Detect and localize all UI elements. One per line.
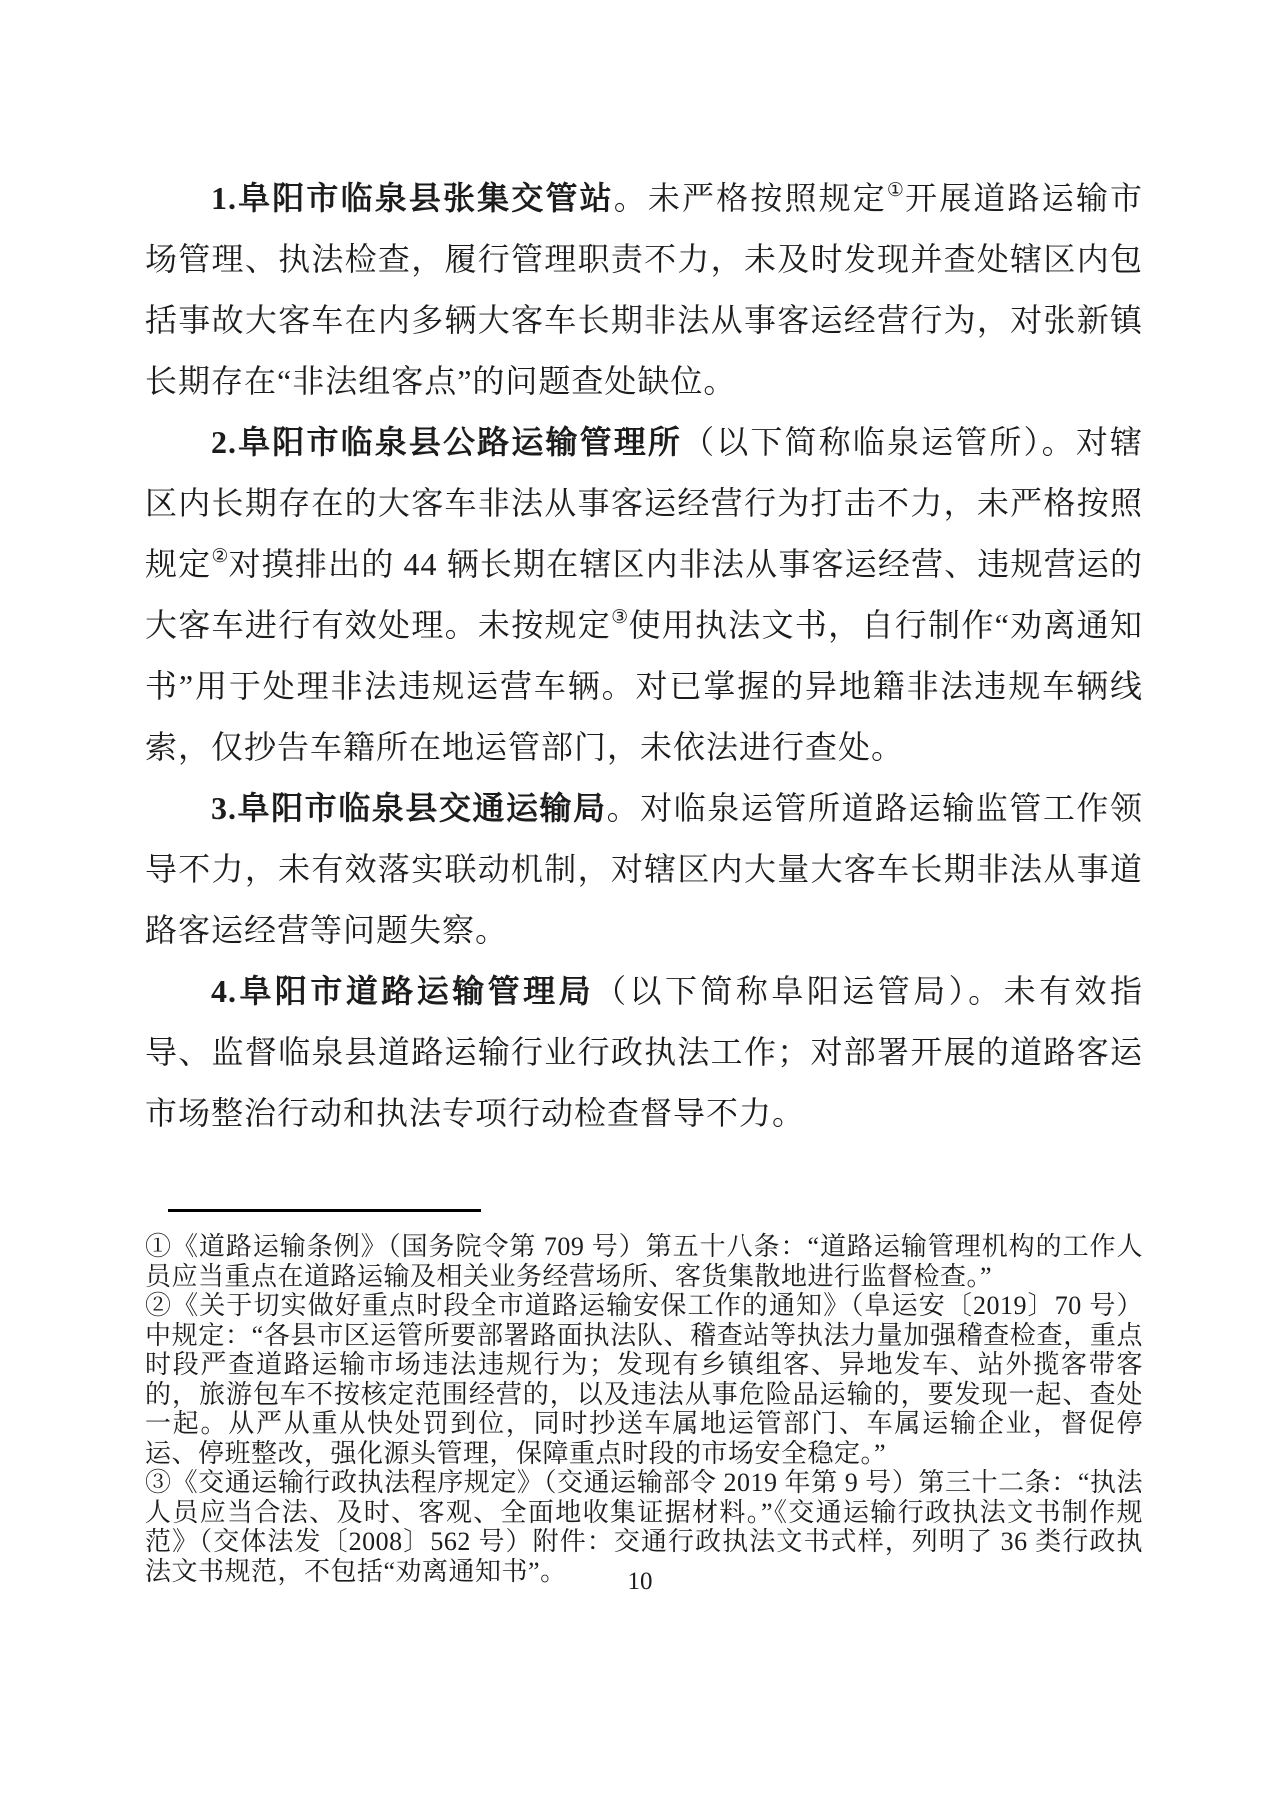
footnote-3: ③《交通运输行政执法程序规定》（交通运输部令 2019 年第 9 号）第三十二条：“执法人员应当合法、及时、客观、全面地收集证据材料。”《交通运输行政执法文书制作规范》（交体法发〔2008〕562 号）附件：交通行政执法文书式样，列明了 36 类行政执法文书规范，不包括“劝离通知书”。 xyxy=(145,1468,1143,1586)
paragraph-2-text-c: 使用执法文书，自行制作“劝离通知书”用于处理非法违规运营车辆。对已掌握的异地籍非法违规车辆线索，仅抄告车籍所在地运管部门，未依法进行查处。 xyxy=(145,607,1143,765)
org-name-heading-1: 1.阜阳市临泉县张集交管站 xyxy=(211,180,614,216)
footnote-ref-3: ③ xyxy=(611,607,629,628)
paragraph-2-text-a: （以下简称临泉运管所）。对辖区内长期存在的大客车非法从事客运经营行为打击不力，未严格按照规定 xyxy=(145,424,1143,582)
page-number: 10 xyxy=(627,1568,653,1595)
paragraph-1-text-b: 开展道路运输市场管理、执法检查，履行管理职责不力，未及时发现并查处辖区内包括事故大客车在内多辆大客车长期非法从事客运经营行为，对张新镇长期存在“非法组客点”的问题查处缺位。 xyxy=(145,180,1143,399)
paragraph-2-text-b: 对摸排出的 44 辆长期在辖区内非法从事客运经营、违规营运的大客车进行有效处理。未按规定 xyxy=(145,546,1143,643)
document-body xyxy=(145,168,1143,1144)
paragraph-3-text: 。对临泉运管所道路运输监管工作领导不力，未有效落实联动机制，对辖区内大量大客车长期非法从事道路客运经营等问题失察。 xyxy=(145,790,1143,948)
footnote-2: ②《关于切实做好重点时段全市道路运输安保工作的通知》（阜运安〔2019〕70 号）中规定：“各县市区运管所要部署路面执法队、稽查站等执法力量加强稽查检查，重点时段严查道路运输市场违法违规行为；发现有乡镇组客、异地发车、站外揽客带客的，旅游包车不按核定范围经营的，以及违法从事危险品运输的，要发现一起、查处一起。从严从重从快处罚到位，同时抄送车属地运管部门、车属运输企业，督促停运、停班整改，强化源头管理，保障重点时段的市场安全稳定。” xyxy=(145,1291,1143,1468)
numbered-paragraph-3 xyxy=(145,778,1143,961)
numbered-paragraph-2 xyxy=(145,412,1143,778)
org-name-heading-4: 4.阜阳市道路运输管理局 xyxy=(211,973,595,1009)
footnote-separator xyxy=(168,1209,481,1212)
footnote-1: ①《道路运输条例》（国务院令第 709 号）第五十八条：“道路运输管理机构的工作人员应当重点在道路运输及相关业务经营场所、客货集散地进行监督检查。” xyxy=(145,1232,1143,1291)
numbered-paragraph-4 xyxy=(145,961,1143,1144)
footnotes-section xyxy=(145,1232,1143,1586)
numbered-paragraph-1 xyxy=(145,168,1143,412)
paragraph-4-text: （以下简称阜阳运管局）。未有效指导、监督临泉县道路运输行业行政执法工作；对部署开展的道路客运市场整治行动和执法专项行动检查督导不力。 xyxy=(145,973,1143,1131)
footnote-ref-1: ① xyxy=(886,180,906,201)
footnote-ref-2: ② xyxy=(211,546,229,567)
org-name-heading-3: 3.阜阳市临泉县交通运输局 xyxy=(211,790,607,826)
org-name-heading-2: 2.阜阳市临泉县公路运输管理所 xyxy=(211,424,683,460)
paragraph-1-text-a: 。未严格按照规定 xyxy=(613,180,887,216)
